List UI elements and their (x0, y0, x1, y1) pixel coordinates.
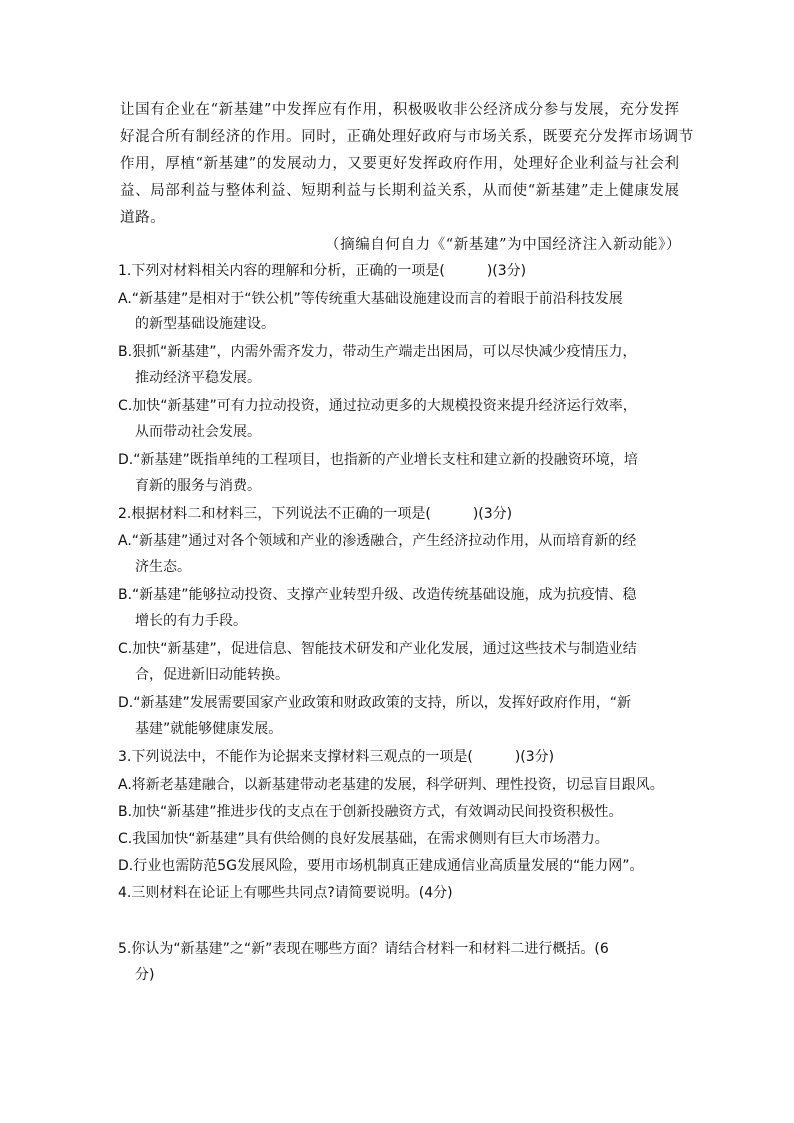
option-line: B.狠抓“新基建”，内需外需齐发力，带动生产端走出困局，可以尽快减少疫情压力， (118, 344, 637, 360)
option-line: A.“新基建”是相对于“铁公机”等传统重大基础设施建设而言的着眼于前沿科技发展 (118, 291, 623, 307)
option-line: B.“新基建”能够拉动投资、支撑产业转型升级、改造传统基础设施，成为抗疫情、稳 (118, 587, 637, 603)
option-line: 从而带动社会发展。 (135, 424, 261, 440)
passage-line: 好混合所有制经济的作用。同时，正确处理好政府与市场关系，既要充分发挥市场调节 (120, 129, 694, 145)
option-line: B.加快“新基建”推进步伐的支点在于创新投融资方式，有效调动民间投资积极性。 (118, 804, 623, 820)
question-stem: 5.你认为“新基建”之“新”表现在哪些方面？请结合材料一和材料二进行概括。(6 (118, 941, 609, 957)
question-stem: 1.下列对材料相关内容的理解和分析，正确的一项是( )(3分) (118, 263, 527, 279)
option-line: D.“新基建”既指单纯的工程项目，也指新的产业增长支柱和建立新的投融资环境，培 (118, 452, 638, 468)
option-line: D.“新基建”发展需要国家产业政策和财政政策的支持，所以，发挥好政府作用，“新 (118, 695, 631, 711)
question-stem-continued: 分) (135, 967, 155, 983)
option-line: C.加快“新基建”可有力拉动投资，通过拉动更多的大规模投资来提升经济运行效率， (118, 398, 637, 414)
option-line: 基建”就能够健康发展。 (135, 721, 283, 737)
option-line: D.行业也需防范5G发展风险，要用市场机制真正建成通信业高质量发展的“能力网”。 (118, 858, 644, 874)
question-stem: 3.下列说法中，不能作为论据来支撑材料三观点的一项是( )(3分) (118, 749, 555, 765)
option-line: 的新型基础设施建设。 (135, 316, 275, 332)
question-stem: 2.根据材料二和材料三，下列说法不正确的一项是( )(3分) (118, 506, 513, 522)
passage-line: 益、局部利益与整体利益、短期利益与长期利益关系，从而使“新基建”走上健康发展 (120, 183, 680, 199)
option-line: 增长的有力手段。 (135, 613, 247, 629)
option-line: 合，促进新旧动能转换。 (135, 667, 289, 683)
passage-line: 让国有企业在“新基建”中发挥应有作用，积极吸收非公经济成分参与发展，充分发挥 (120, 102, 680, 118)
passage-line: 作用，厚植“新基建”的发展动力，又要更好发挥政府作用，处理好企业利益与社会利 (120, 156, 680, 172)
question-stem: 4.三则材料在论证上有哪些共同点?请简要说明。(4分) (118, 885, 453, 901)
passage-source: （摘编自何自力《“新基建”为中国经济注入新动能》） (325, 237, 682, 253)
option-line: 推动经济平稳发展。 (135, 370, 261, 386)
option-line: 济生态。 (135, 559, 191, 575)
passage-line: 道路。 (120, 210, 166, 226)
option-line: 育新的服务与消费。 (135, 478, 261, 494)
option-line: A.“新基建”通过对各个领域和产业的渗透融合，产生经济拉动作用，从而培育新的经 (118, 533, 637, 549)
option-line: C.加快“新基建”，促进信息、智能技术研发和产业化发展，通过这些技术与制造业结 (118, 641, 637, 657)
option-line: C.我国加快“新基建”具有供给侧的良好发展基础，在需求侧则有巨大市场潜力。 (118, 831, 609, 847)
option-line: A.将新老基建融合，以新基建带动老基建的发展，科学研判、理性投资，切忌盲目跟风。 (118, 777, 664, 793)
